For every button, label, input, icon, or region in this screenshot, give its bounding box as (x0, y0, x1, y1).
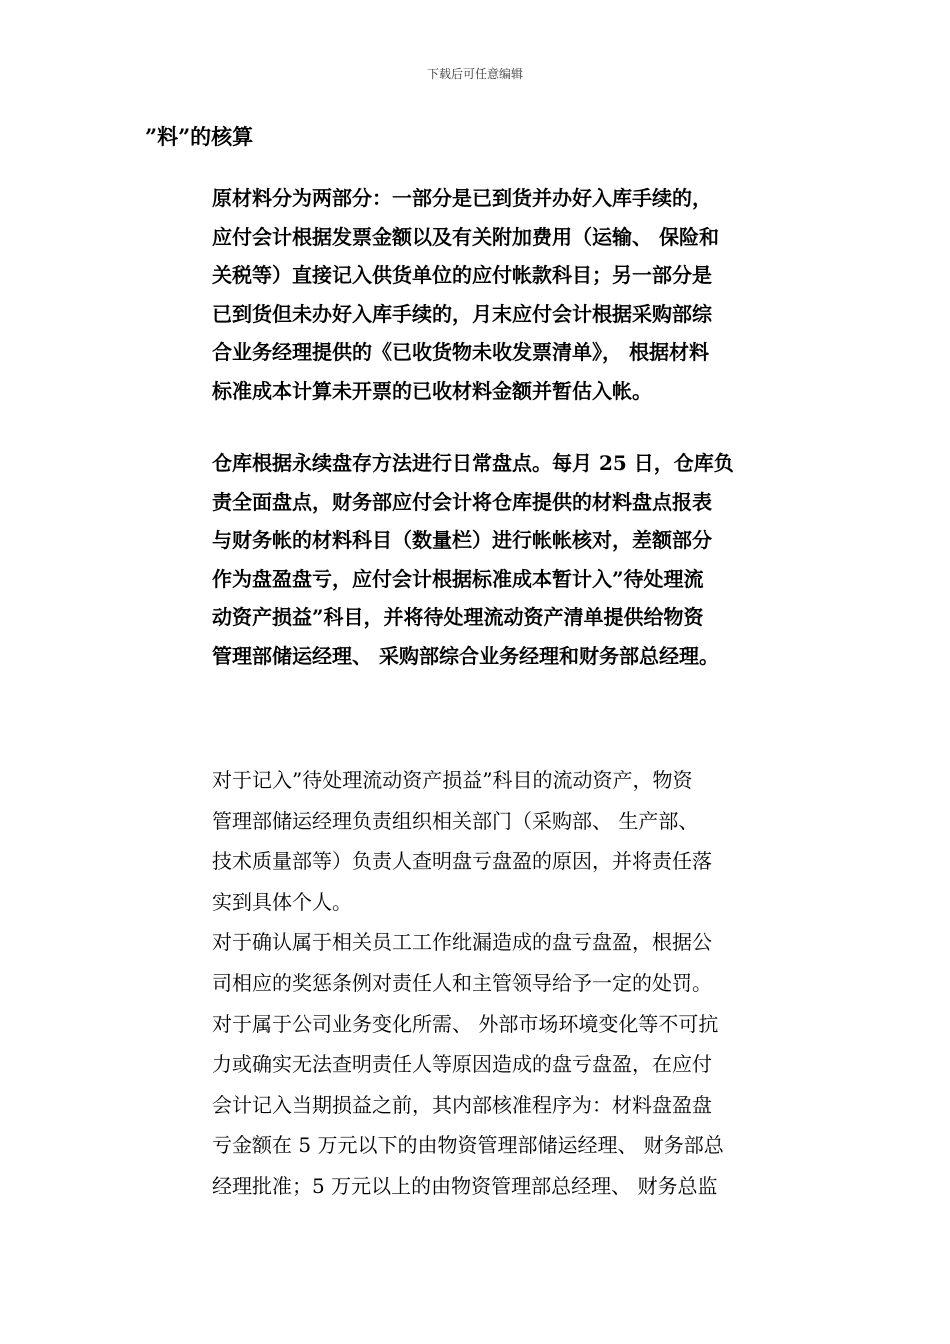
paragraph-line: 管理部储运经理、 采购部综合业务经理和财务部总经理。 (212, 643, 719, 668)
paragraph-line: 对于属于公司业务变化所需、 外部市场环境变化等不可抗 (212, 1011, 719, 1036)
paragraph-line: 实到具体个人。 (212, 889, 352, 914)
paragraph-line: 亏金额在 5 万元以下的由物资管理部储运经理、 财务部总 (212, 1133, 724, 1158)
paragraph-line: 关税等）直接记入供货单位的应付帐款科目；另一部分是 (212, 263, 712, 287)
paragraph-line: 经理批准；5 万元以上的由物资管理部总经理、 财务总监 (212, 1173, 718, 1198)
paragraph-line: 对于记入”待处理流动资产损益”科目的流动资产，物资 (212, 768, 693, 792)
paragraph-line: 动资产损益”科目，并将待处理流动资产清单提供给物资 (212, 605, 704, 629)
paragraph-line: 与财务帐的材料科目（数量栏）进行帐帐核对，差额部分 (212, 528, 712, 552)
paragraph-raw-materials (212, 179, 812, 410)
paragraph-line: 应付会计根据发票金额以及有关附加费用（运输、 保险和 (212, 224, 719, 249)
paragraph-loss-handling (212, 760, 812, 1207)
paragraph-line: 责全面盘点，财务部应付会计将仓库提供的材料盘点报表 (212, 489, 712, 514)
paragraph-line: 仓库根据永续盘存方法进行日常盘点。每月 25 日，仓库负 (212, 451, 734, 475)
paragraph-line: 会计记入当期损益之前，其内部核准程序为：材料盘盈盘 (212, 1092, 712, 1117)
paragraph-line: 对于确认属于相关员工工作纰漏造成的盘亏盘盈，根据公 (212, 930, 712, 955)
header-note: 下载后可任意编辑 (426, 67, 523, 81)
paragraph-line: 已到货但未办好入库手续的，月末应付会计根据采购部综 (212, 301, 712, 326)
paragraph-inventory-count (212, 444, 812, 675)
paragraph-line: 司相应的奖惩条例对责任人和主管领导给予一定的处罚。 (212, 970, 712, 995)
section-title: ”料”的核算 (145, 124, 254, 149)
paragraph-line: 标准成本计算未开票的已收材料金额并暂估入帐。 (212, 378, 652, 403)
paragraph-line: 原材料分为两部分：一部分是已到货并办好入库手续的， (212, 186, 712, 210)
paragraph-line: 管理部储运经理负责组织相关部门（采购部、 生产部、 (212, 808, 699, 833)
paragraph-line: 作为盘盈盘亏，应付会计根据标准成本暂计入”待处理流 (212, 566, 704, 591)
paragraph-line: 合业务经理提供的《已收货物未收发票清单》， 根据材料 (212, 340, 709, 364)
paragraph-line: 技术质量部等）负责人查明盘亏盘盈的原因，并将责任落 (212, 849, 712, 874)
paragraph-line: 力或确实无法查明责任人等原因造成的盘亏盘盈，在应付 (212, 1052, 712, 1077)
